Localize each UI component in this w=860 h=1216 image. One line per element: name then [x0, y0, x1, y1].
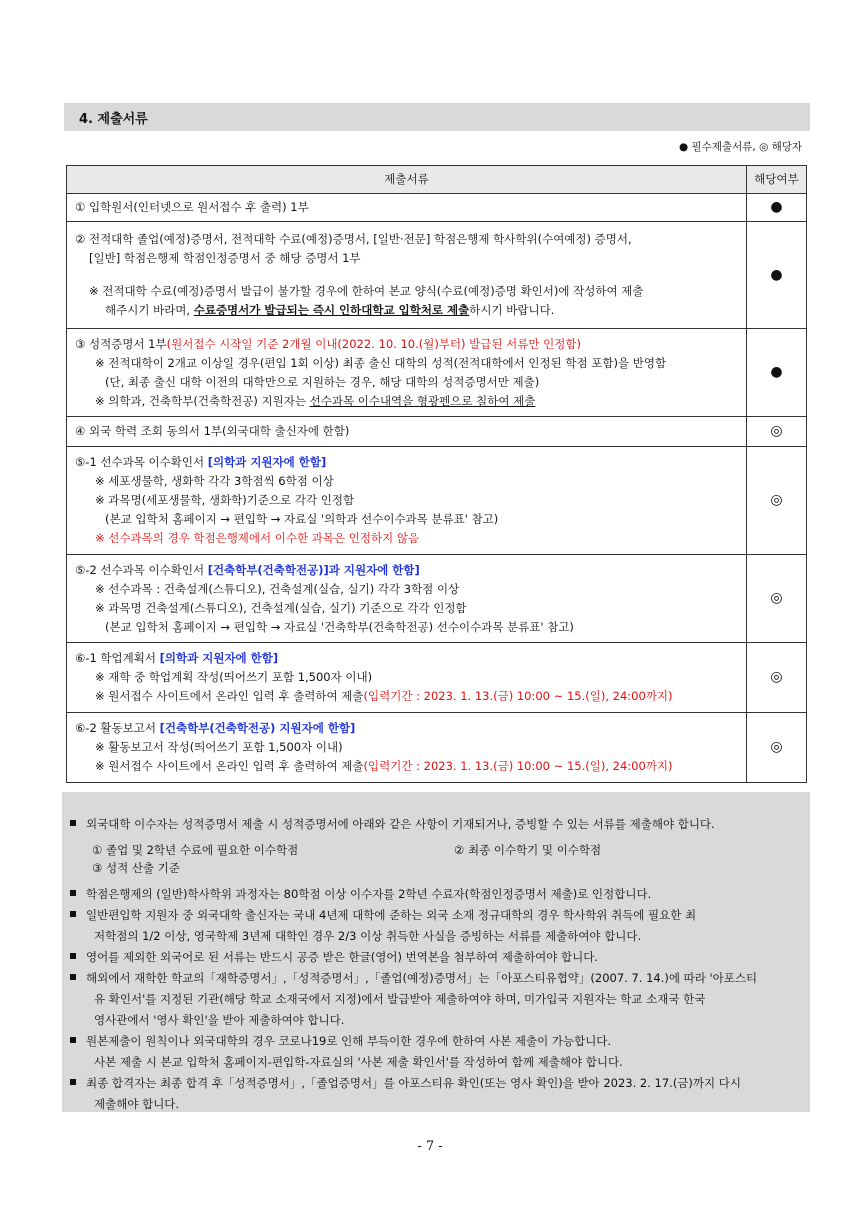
applicable-mark: ◎ — [747, 447, 807, 555]
legend: ● 필수제출서류, ◎ 해당자 — [679, 141, 802, 153]
row-title: ⑥-2 활동보고서 — [75, 721, 160, 735]
input-period: (입력기간 : 2023. 1. 13.(금) 10:00 ~ 15.(일), 24:00까지) — [363, 689, 673, 703]
row-line: ② 전적대학 졸업(예정)증명서, 전적대학 수료(예정)증명서, [일반·전문] 학점은행제 학사학위(수여예정) 증명서, — [75, 232, 632, 246]
notes-box — [62, 792, 810, 1112]
documents-table — [66, 165, 807, 783]
note-text: 하시기 바랍니다. — [469, 303, 555, 317]
row-title: ⑤-1 선수과목 이수확인서 — [75, 455, 208, 469]
note-item — [70, 884, 802, 905]
row-note: ※ 활동보고서 작성(띄어쓰기 포함 1,500자 이내) — [95, 740, 343, 754]
bullet-icon — [70, 890, 76, 896]
row-condition: [건축학부(건축학전공)]과 지원자에 한함] — [207, 562, 420, 577]
row-condition: [건축학부(건축학전공) 지원자에 한함] — [159, 721, 356, 735]
table-row — [67, 194, 807, 222]
row-condition: [의학과 지원자에 한함] — [207, 455, 327, 469]
row-note: (단, 최종 출신 대학 이전의 대학만으로 지원하는 경우, 해당 대학의 성적증명서만 제출) — [105, 374, 540, 389]
note-item — [70, 1031, 802, 1073]
bullet-icon — [70, 1037, 76, 1043]
row-line — [75, 561, 738, 580]
note-item — [70, 947, 802, 968]
row-note: ※ 과목명 건축설계(스튜디오), 건축설계(실습, 실기) 기준으로 각각 인정함 — [95, 600, 467, 615]
input-period: (입력기간 : 2023. 1. 13.(금) 10:00 ~ 15.(일), 24:00까지) — [363, 759, 673, 773]
row-condition: (원서접수 시작일 기준 2개월 이내(2022. 10. 10.(월)부터) 발급된 서류만 인정함) — [166, 336, 581, 351]
row-title: ③ 성적증명서 1부 — [75, 336, 167, 351]
row-line — [75, 649, 738, 668]
table-row — [67, 447, 807, 555]
row-content — [67, 713, 747, 783]
note-text: 원본제출이 원칙이나 외국대학의 경우 코로나19로 인해 부득이한 경우에 한하여 사본 제출이 가능합니다. — [86, 1034, 612, 1048]
bullet-icon — [70, 1079, 76, 1085]
row-content — [67, 194, 747, 222]
note-text: 사본 제출 시 본교 입학처 홈페이지-편입학-자료실의 '사본 제출 확인서'를 작성하여 함께 제출해야 합니다. — [94, 1055, 623, 1069]
note-subitem: ③ 성적 산출 기준 — [92, 861, 180, 875]
applicable-mark: ◎ — [747, 713, 807, 783]
row-note — [75, 687, 738, 706]
row-content — [67, 329, 747, 417]
note-item — [70, 968, 802, 1031]
row-note — [75, 301, 738, 320]
row-content — [67, 643, 747, 713]
note-text: ※ 원서접수 사이트에서 온라인 입력 후 출력하여 제출 — [95, 689, 364, 703]
note-item — [70, 1073, 802, 1115]
row-warning: ※ 선수과목의 경우 학점은행제에서 이수한 과목은 인정하지 않음 — [95, 531, 420, 545]
table-row — [67, 643, 807, 713]
note-text: 유 확인서'를 지정된 기관(해당 학교 소재국에서 지정)에서 발급받아 제출하여야 하며, 미가입국 지원자는 학교 소재국 한국 — [94, 992, 706, 1006]
note-text: 일반편입학 지원자 중 외국대학 출신자는 국내 4년제 대학에 준하는 외국 소재 정규대학의 경우 학사학위 취득에 필요한 최 — [86, 908, 697, 922]
header-documents: 제출서류 — [67, 166, 747, 194]
row-line: ① 입학원서(인터넷으로 원서접수 후 출력) 1부 — [75, 200, 309, 214]
row-content — [67, 417, 747, 447]
page-number: - 7 - — [417, 1139, 443, 1154]
required-mark: ● — [747, 222, 807, 329]
note-text: 영사관에서 '영사 확인'을 받아 제출하여야 합니다. — [94, 1013, 345, 1027]
applicable-mark: ◎ — [747, 643, 807, 713]
note-subitem: ① 졸업 및 2학년 수료에 필요한 이수학점 — [92, 843, 299, 857]
bullet-icon — [70, 974, 76, 980]
row-note: (본교 입학처 홈페이지 → 편입학 → 자료실 '의학과 선수이수과목 분류표' 참고) — [105, 512, 499, 526]
row-note: ※ 전적대학이 2개교 이상일 경우(편입 1회 이상) 최종 출신 대학의 성적(전적대학에서 인정된 학점 포함)을 반영함 — [95, 355, 667, 370]
row-content — [67, 447, 747, 555]
applicable-mark: ◎ — [747, 555, 807, 643]
section-title: 4. 제출서류 — [79, 112, 148, 127]
note-item — [70, 814, 802, 835]
table-row — [67, 222, 807, 329]
row-note: ※ 세포생물학, 생화학 각각 3학점씩 6학점 이상 — [95, 474, 334, 488]
row-content — [67, 222, 747, 329]
note-item — [70, 905, 802, 947]
table-header-row — [67, 166, 807, 194]
note-text: 최종 합격자는 최종 합격 후「성적증명서」,「졸업증명서」를 아포스티유 확인(또는 영사 확인)을 받아 2023. 2. 17.(금)까지 다시 — [86, 1076, 741, 1090]
row-note: ※ 재학 중 학업계획 작성(띄어쓰기 포함 1,500자 이내) — [95, 670, 373, 684]
bullet-icon — [70, 911, 76, 917]
table-row — [67, 713, 807, 783]
bullet-icon — [70, 820, 76, 826]
row-note: ※ 전적대학 수료(예정)증명서 발급이 불가할 경우에 한하여 본교 양식(수료(예정)증명 확인서)에 작성하여 제출 — [89, 284, 644, 298]
row-line — [75, 335, 738, 354]
header-applicable: 해당여부 — [747, 166, 807, 194]
table-row — [67, 555, 807, 643]
note-text: 외국대학 이수자는 성적증명서 제출 시 성적증명서에 아래와 같은 사항이 기재되거나, 증빙할 수 있는 서류를 제출해야 합니다. — [86, 817, 715, 831]
row-note — [75, 757, 738, 776]
row-line: ④ 외국 학력 조회 동의서 1부(외국대학 출신자에 한함) — [75, 424, 350, 438]
row-content — [67, 555, 747, 643]
note-emphasis: 선수과목 이수내역을 형광펜으로 칠하여 제출 — [309, 393, 536, 408]
row-note: ※ 선수과목 : 건축설계(스튜디오), 건축설계(실습, 실기) 각각 3학점 이상 — [95, 581, 460, 596]
row-condition: [의학과 지원자에 한함] — [159, 651, 279, 665]
note-subitem: ② 최종 이수학기 및 이수학점 — [454, 843, 602, 857]
note-text: ※ 원서접수 사이트에서 온라인 입력 후 출력하여 제출 — [95, 759, 364, 773]
required-mark: ● — [747, 194, 807, 222]
bullet-icon — [70, 953, 76, 959]
section-header — [64, 103, 810, 131]
table-row — [67, 329, 807, 417]
row-title: ⑥-1 학업계획서 — [75, 651, 160, 665]
row-title: ⑤-2 선수과목 이수확인서 — [75, 562, 208, 577]
note-text: ※ 의학과, 건축학부(건축학전공) 지원자는 — [95, 393, 310, 408]
note-text: 제출해야 합니다. — [94, 1097, 180, 1111]
row-line: [일반] 학점은행제 학점인정증명서 중 해당 증명서 1부 — [89, 251, 361, 265]
note-emphasis: 수료증명서가 발급되는 즉시 인하대학교 입학처로 제출 — [193, 303, 470, 317]
applicable-mark: ◎ — [747, 417, 807, 447]
note-text: 해외에서 재학한 학교의「재학증명서」,「성적증명서」,「졸업(예정)증명서」는「아포스티유협약」(2007. 7. 14.)에 따라 '아포스티 — [86, 971, 758, 985]
table-row — [67, 417, 807, 447]
note-text: 학점은행제의 (일반)학사학위 과정자는 80학점 이상 이수자를 2학년 수료자(학점인정증명서 제출)로 인정합니다. — [86, 887, 652, 901]
required-mark: ● — [747, 329, 807, 417]
row-note: (본교 입학처 홈페이지 → 편입학 → 자료실 '건축학부(건축학전공) 선수이수과목 분류표' 참고) — [105, 619, 574, 634]
note-text: 해주시기 바라며, — [105, 303, 194, 317]
row-line — [75, 719, 738, 738]
row-note — [75, 392, 738, 411]
row-note: ※ 과목명(세포생물학, 생화학)기준으로 각각 인정함 — [95, 493, 355, 507]
note-text: 저학점의 1/2 이상, 영국학제 3년제 대학인 경우 2/3 이상 취득한 사실을 증빙하는 서류를 제출하여야 합니다. — [94, 929, 642, 943]
note-text: 영어를 제외한 외국어로 된 서류는 반드시 공증 받은 한글(영어) 번역본을 첨부하여 제출하여야 합니다. — [86, 950, 598, 964]
row-line — [75, 453, 738, 472]
